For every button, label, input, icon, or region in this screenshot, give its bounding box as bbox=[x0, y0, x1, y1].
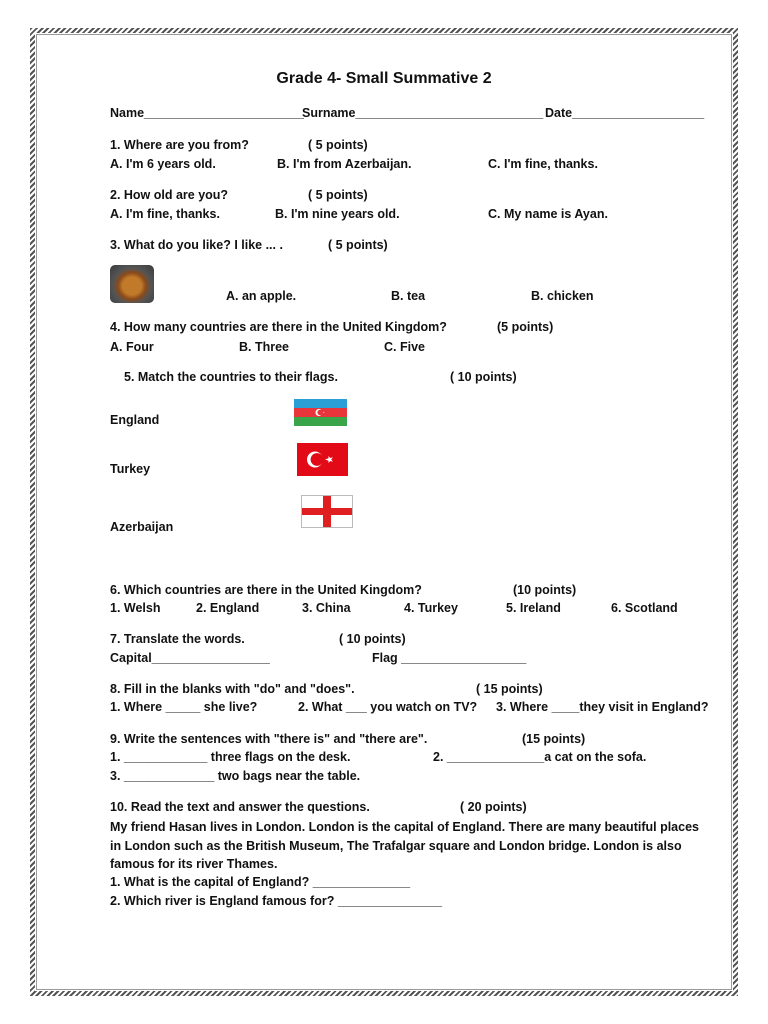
q4-option-a: A. Four bbox=[110, 340, 154, 354]
turkey-flag bbox=[297, 443, 348, 476]
q7-points: ( 10 points) bbox=[339, 632, 406, 646]
country-turkey: Turkey bbox=[110, 462, 151, 476]
q1-option-c: C. I'm fine, thanks. bbox=[488, 157, 598, 171]
q6-option-2: 2. England bbox=[196, 601, 260, 615]
name-field: Name_______________________ bbox=[110, 106, 304, 120]
q3-question: 3. What do you like? I like ... . bbox=[110, 238, 283, 252]
q6-points: (10 points) bbox=[513, 583, 577, 597]
q7-question: 7. Translate the words. bbox=[110, 632, 245, 646]
q8-item-1: 1. Where _____ she live? bbox=[110, 700, 258, 714]
q9-question: 9. Write the sentences with "there is" and "there are". bbox=[110, 732, 428, 746]
q9-item-1: 1. ____________ three flags on the desk. bbox=[110, 750, 351, 764]
page-title: Grade 4- Small Summative 2 bbox=[276, 70, 492, 87]
q8-question: 8. Fill in the blanks with "do" and "does". bbox=[110, 682, 355, 696]
q5-question: 5. Match the countries to their flags. bbox=[124, 370, 338, 384]
q10-reading-text: My friend Hasan lives in London. London is the capital of England. There are many beautiful places in London such as the British Museum, The Trafalgar square and London bridge. London is also famous for its river Thames. bbox=[110, 820, 699, 872]
q3-option-b: B. tea bbox=[391, 289, 426, 303]
roast-chicken-image bbox=[110, 265, 154, 303]
azerbaijan-flag bbox=[294, 399, 347, 426]
q2-question: 2. How old are you? bbox=[110, 188, 229, 202]
q9-item-2: 2. ______________a cat on the sofa. bbox=[433, 750, 647, 764]
q10-item-1: 1. What is the capital of England? ______________ bbox=[110, 875, 411, 889]
q4-question: 4. How many countries are there in the United Kingdom? bbox=[110, 320, 447, 334]
q9-item-3: 3. _____________ two bags near the table. bbox=[110, 769, 361, 783]
england-flag bbox=[301, 495, 353, 528]
country-azerbaijan: Azerbaijan bbox=[110, 520, 174, 534]
q8-item-2: 2. What ___ you watch on TV? bbox=[298, 700, 478, 714]
q6-option-4: 4. Turkey bbox=[404, 601, 458, 615]
q1-option-a: A. I'm 6 years old. bbox=[110, 157, 216, 171]
q8-item-3: 3. Where ____they visit in England? bbox=[496, 700, 709, 714]
q2-option-a: A. I'm fine, thanks. bbox=[110, 207, 220, 221]
q6-option-1: 1. Welsh bbox=[110, 601, 161, 615]
q5-points: ( 10 points) bbox=[450, 370, 517, 384]
q3-option-a: A. an apple. bbox=[226, 289, 297, 303]
surname-field: Surname___________________________ bbox=[302, 106, 544, 120]
q1-option-b: B. I'm from Azerbaijan. bbox=[277, 157, 412, 171]
q4-points: (5 points) bbox=[497, 320, 554, 334]
q1-question: 1. Where are you from? bbox=[110, 138, 249, 152]
q10-item-2: 2. Which river is England famous for? _______________ bbox=[110, 894, 443, 908]
q4-option-c: C. Five bbox=[384, 340, 425, 354]
q7-item-flag: Flag __________________ bbox=[372, 651, 527, 665]
date-field: Date___________________ bbox=[545, 106, 705, 120]
q3-points: ( 5 points) bbox=[328, 238, 388, 252]
q9-points: (15 points) bbox=[522, 732, 586, 746]
q7-item-capital: Capital_________________ bbox=[110, 651, 270, 665]
q10-points: ( 20 points) bbox=[460, 800, 527, 814]
q8-points: ( 15 points) bbox=[476, 682, 543, 696]
q10-question: 10. Read the text and answer the questions. bbox=[110, 800, 370, 814]
q6-option-5: 5. Ireland bbox=[506, 601, 561, 615]
q1-points: ( 5 points) bbox=[308, 138, 368, 152]
q4-option-b: B. Three bbox=[239, 340, 290, 354]
q3-option-c: B. chicken bbox=[531, 289, 594, 303]
country-england: England bbox=[110, 413, 160, 427]
q2-option-c: C. My name is Ayan. bbox=[488, 207, 608, 221]
q6-option-6: 6. Scotland bbox=[611, 601, 678, 615]
q2-points: ( 5 points) bbox=[308, 188, 368, 202]
q6-question: 6. Which countries are there in the United Kingdom? bbox=[110, 583, 422, 597]
q2-option-b: B. I'm nine years old. bbox=[275, 207, 400, 221]
q6-option-3: 3. China bbox=[302, 601, 351, 615]
